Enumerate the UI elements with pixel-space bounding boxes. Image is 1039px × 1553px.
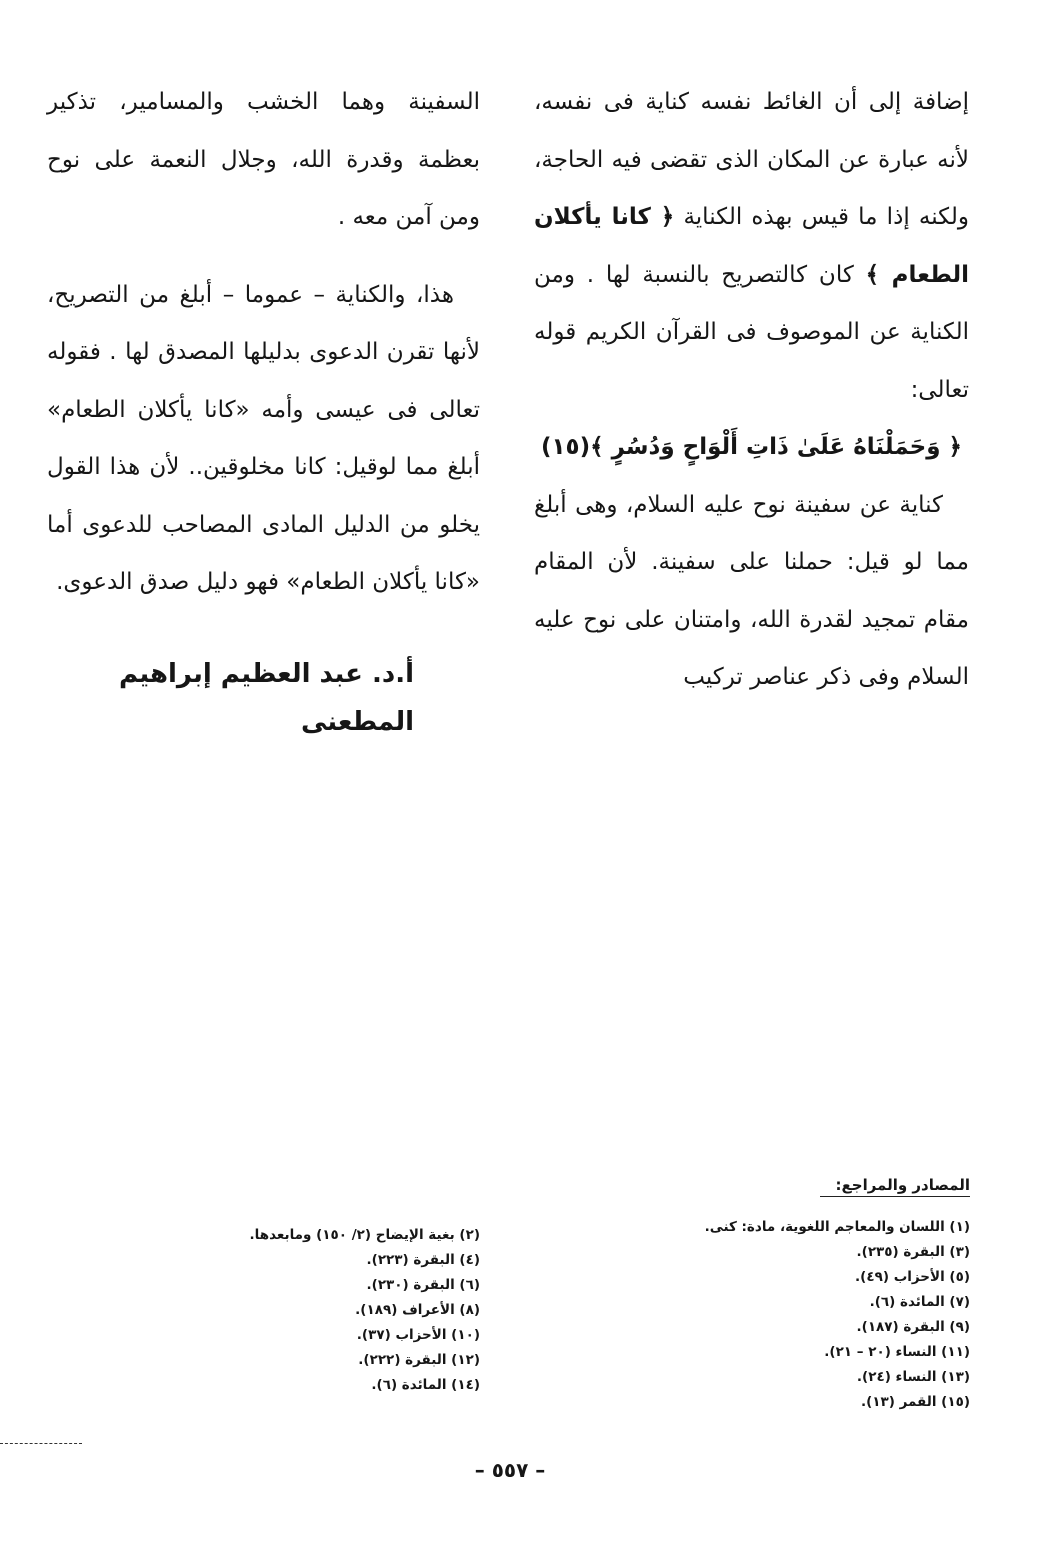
reference-item: (٨) الأعراف (١٨٩).	[355, 1302, 480, 1318]
right-paragraph-1-text: إضافة إلى أن الغائط نفسه كناية فى نفسه، لأنه عبارة عن المكان الذى تقضى فيه الحاجة، ولكنه إذا ما قيس بهذه الكناية	[534, 89, 969, 230]
references-list-left	[190, 1223, 480, 1398]
paragraph-gap	[47, 247, 480, 267]
reference-item: (١٥) القمر (١٣).	[860, 1394, 970, 1410]
right-column	[534, 74, 969, 707]
left-paragraph-2: هذا، والكناية – عموما – أبلغ من التصريح، لأنها تقرن الدعوى بدليلها المصدق لها . فقوله تعالى فى عيسى وأمه «كانا يأكلان الطعام» أبلغ مما لوقيل: كانا مخلوقين.. لأن هذا القول يخلو من الدليل المادى المصاحب للدعوى أما «كانا يأكلان الطعام» فهو دليل صدق الدعوى.	[47, 281, 480, 595]
page-number: – ٥٥٧ –	[474, 1458, 546, 1482]
reference-item: (٥) الأحزاب (٤٩).	[855, 1269, 970, 1285]
quran-verse: ﴿ وَحَمَلْنَاهُ عَلَىٰ ذَاتِ أَلْوَاحٍ وَدُسُرٍ ﴾(١٥)	[541, 434, 962, 460]
reference-item: (١٠) الأحزاب (٣٧).	[356, 1327, 480, 1343]
right-paragraph-2: كناية عن سفينة نوح عليه السلام، وهى أبلغ مما لو قيل: حملنا على سفينة. لأن المقام مقام تمجيد لقدرة الله، وامتنان على نوح عليه السلام وفى ذكر عناصر تركيب	[534, 491, 969, 690]
reference-item: (١١) النساء (٢٠ – ٢١).	[824, 1344, 970, 1360]
quote-kana-yakulan: ﴿ كانا يأكلان الطعام ﴾	[534, 204, 970, 288]
reference-item: (١٤) المائدة (٦).	[371, 1377, 480, 1393]
left-column	[47, 74, 480, 612]
reference-item: (٤) البقرة (٢٢٣).	[366, 1252, 480, 1268]
right-paragraph-1-tail: كان كالتصريح بالنسبة لها . ومن الكناية عن الموصوف فى القرآن الكريم قوله تعالى:	[534, 261, 969, 403]
references-heading: المصادر والمراجع:	[820, 1176, 970, 1197]
reference-item: (٣) البقرة (٢٣٥).	[856, 1244, 970, 1260]
right-paragraph-1	[534, 74, 969, 419]
reference-item: (١) اللسان والمعاجم اللغوية، مادة: كنى.	[704, 1219, 970, 1235]
reference-item: (٧) المائدة (٦).	[869, 1294, 970, 1310]
reference-item: (١٣) النساء (٢٤).	[856, 1369, 970, 1385]
reference-item: (٩) البقرة (١٨٧).	[856, 1319, 970, 1335]
left-paragraph-1: السفينة وهما الخشب والمسامير، تذكير بعظمة وقدرة الله، وجلال النعمة على نوح ومن آمن معه .	[47, 89, 480, 230]
reference-item: (١٢) البقرة (٢٢٢).	[358, 1352, 480, 1368]
reference-item: (٢) بغية الإيضاح (٢/ ١٥٠) ومابعدها.	[249, 1227, 480, 1243]
references-list-right	[660, 1215, 970, 1415]
scan-mark-divider	[0, 1443, 82, 1444]
reference-item: (٦) البقرة (٢٣٠).	[366, 1277, 480, 1293]
author-name: أ.د. عبد العظيم إبراهيم المطعنى	[118, 659, 414, 737]
